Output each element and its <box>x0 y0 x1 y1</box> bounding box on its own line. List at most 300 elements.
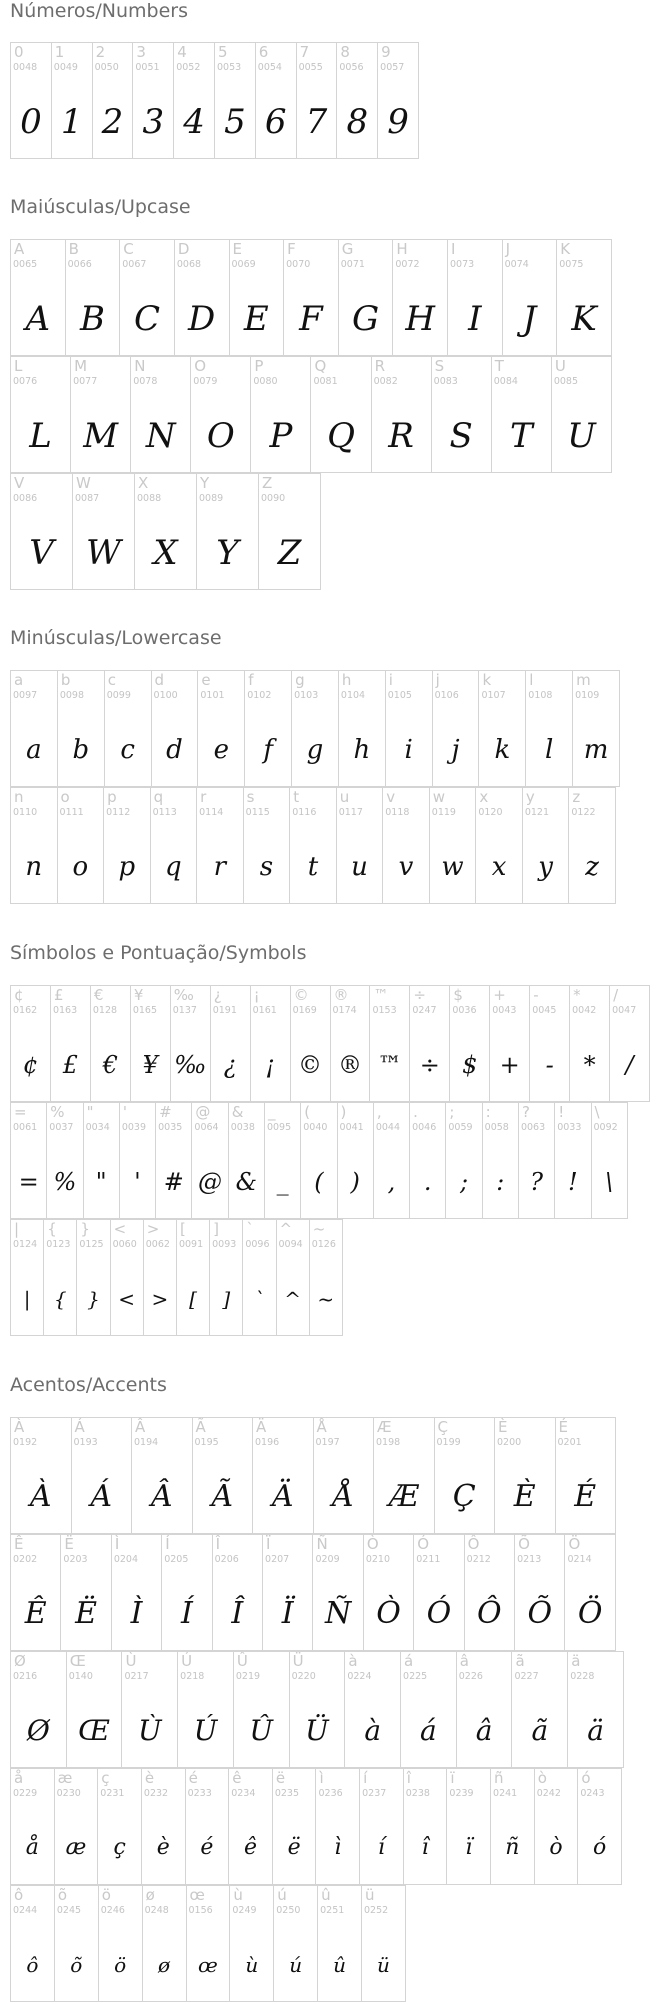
glyph-sample: m <box>583 734 609 765</box>
glyph-cell <box>193 1418 254 1533</box>
character-code: 0153 <box>372 1005 397 1016</box>
character-label: , <box>376 1103 382 1121</box>
character-label: æ <box>57 1769 73 1787</box>
character-label: h <box>341 671 352 689</box>
glyph-cell <box>11 1769 55 1884</box>
character-label: o <box>60 788 70 806</box>
glyph-sample: Õ <box>527 1596 553 1631</box>
glyph-sample: Ø <box>26 1714 50 1747</box>
character-code: 0038 <box>230 1122 255 1133</box>
character-code: 0119 <box>431 807 456 818</box>
character-code: 0085 <box>553 376 579 387</box>
character-code: 0228 <box>570 1671 595 1682</box>
glyph-sample: Ã <box>211 1479 234 1514</box>
glyph-cell <box>457 1652 513 1767</box>
character-label: Ø <box>14 1652 26 1670</box>
glyph-sample: E <box>243 298 269 339</box>
glyph-sample: È <box>513 1479 536 1514</box>
glyph-sample: 3 <box>142 101 165 142</box>
character-code: 0211 <box>416 1554 441 1565</box>
glyph-sample: " <box>95 1167 107 1196</box>
character-label: ¥ <box>133 986 144 1004</box>
glyph-cell <box>557 240 612 355</box>
character-code: 0051 <box>135 62 160 73</box>
character-code: 0204 <box>113 1554 138 1565</box>
glyph-sample: 7 <box>305 101 328 142</box>
glyph-cell <box>393 240 448 355</box>
glyph-cell <box>47 1103 83 1218</box>
glyph-cell <box>192 1103 228 1218</box>
glyph-cell <box>174 43 215 158</box>
character-label: î <box>406 1769 411 1787</box>
glyph-sample: a <box>26 734 42 765</box>
character-code: 0115 <box>245 807 270 818</box>
glyph-cell <box>191 357 251 472</box>
character-label: N <box>134 357 146 375</box>
glyph-cell <box>277 1220 310 1335</box>
glyph-sample: í <box>377 1835 385 1860</box>
character-code: 0039 <box>121 1122 147 1133</box>
glyph-sample: 4 <box>183 101 205 142</box>
character-label: £ <box>53 986 64 1004</box>
glyph-sample: õ <box>70 1952 83 1977</box>
character-label: X <box>138 474 149 492</box>
glyph-sample: á <box>420 1714 437 1747</box>
glyph-row <box>10 985 650 1102</box>
glyph-cell <box>133 43 174 158</box>
character-label: ¢ <box>14 986 24 1004</box>
glyph-cell <box>144 1220 177 1335</box>
glyph-cell <box>465 1535 515 1650</box>
character-label: : <box>485 1103 491 1121</box>
glyph-cell <box>120 240 175 355</box>
glyph-sample: â <box>475 1714 493 1747</box>
character-code: 0238 <box>405 1788 430 1799</box>
character-code: 0242 <box>536 1788 561 1799</box>
glyph-sample: £ <box>62 1050 79 1079</box>
character-label: m <box>576 671 591 689</box>
character-label: ` <box>246 1220 254 1238</box>
character-code: 0162 <box>13 1005 38 1016</box>
character-code: 0035 <box>158 1122 183 1133</box>
glyph-cell <box>592 1103 628 1218</box>
character-label: ë <box>275 1769 286 1787</box>
glyph-cell <box>55 1769 99 1884</box>
character-label: ú <box>277 1886 287 1904</box>
character-code: 0210 <box>365 1554 391 1565</box>
glyph-cell <box>11 1886 55 2001</box>
character-label: ó <box>581 1769 591 1787</box>
glyph-row <box>10 356 612 473</box>
character-label: ù <box>233 1886 243 1904</box>
glyph-cell <box>229 1769 273 1884</box>
glyph-row <box>10 1534 616 1651</box>
glyph-sample: ö <box>114 1952 127 1977</box>
character-code: 0236 <box>318 1788 343 1799</box>
character-label: " <box>86 1103 94 1121</box>
character-label: v <box>386 788 396 806</box>
character-label: k <box>482 671 492 689</box>
character-label: ò <box>537 1769 547 1787</box>
glyph-sample: 0 <box>20 101 42 142</box>
glyph-sample: , <box>387 1167 396 1196</box>
character-code: 0103 <box>294 690 319 701</box>
glyph-cell <box>132 1418 193 1533</box>
section-title: Acentos/Accents <box>10 1374 167 1396</box>
character-label: G <box>341 240 354 258</box>
glyph-sample: 2 <box>101 101 124 142</box>
character-code: 0070 <box>286 259 311 270</box>
character-code: 0229 <box>13 1788 38 1799</box>
character-code: 0098 <box>59 690 85 701</box>
character-label: Õ <box>518 1535 530 1553</box>
character-label: Û <box>236 1652 248 1670</box>
glyph-cell <box>230 240 285 355</box>
glyph-sample: s <box>259 851 274 882</box>
glyph-cell <box>331 986 371 1101</box>
character-code: 0118 <box>385 807 410 818</box>
character-code: 0101 <box>200 690 225 701</box>
character-code: 0216 <box>13 1671 38 1682</box>
glyph-sample: - <box>545 1050 554 1079</box>
character-label: / <box>613 986 619 1004</box>
character-code: 0086 <box>13 493 38 504</box>
character-label: ; <box>449 1103 455 1121</box>
character-label: á <box>404 1652 414 1670</box>
glyph-sample: É <box>574 1479 597 1514</box>
character-label: ñ <box>494 1769 504 1787</box>
glyph-cell <box>11 357 71 472</box>
character-code: 0140 <box>68 1671 93 1682</box>
character-code: 0064 <box>194 1122 219 1133</box>
character-label: ™ <box>373 986 389 1004</box>
character-code: 0161 <box>252 1005 277 1016</box>
glyph-sample: V <box>29 532 54 573</box>
glyph-sample: ) <box>350 1167 360 1196</box>
glyph-sample: Ú <box>193 1714 218 1747</box>
character-label: â <box>459 1652 469 1670</box>
glyph-cell <box>490 986 530 1101</box>
character-code: 0049 <box>53 62 78 73</box>
character-label: È <box>498 1418 508 1436</box>
character-label: 7 <box>299 43 310 61</box>
character-label: Ä <box>256 1418 267 1436</box>
character-code: 0249 <box>232 1905 257 1916</box>
character-label: å <box>14 1769 24 1787</box>
character-label: n <box>14 788 24 806</box>
glyph-cell <box>552 357 612 472</box>
character-code: 0243 <box>580 1788 605 1799</box>
character-code: 0235 <box>274 1788 300 1799</box>
character-label: u <box>339 788 350 806</box>
glyph-cell <box>251 357 311 472</box>
glyph-cell <box>131 986 171 1101</box>
character-code: 0122 <box>571 807 596 818</box>
character-label: 6 <box>258 43 269 61</box>
glyph-sample: œ <box>198 1952 218 1977</box>
glyph-cell <box>93 43 134 158</box>
character-code: 0206 <box>214 1554 239 1565</box>
glyph-sample: v <box>398 851 414 882</box>
glyph-cell <box>337 788 384 903</box>
character-code: 0252 <box>364 1905 389 1916</box>
glyph-row <box>10 1885 406 2002</box>
character-label: P <box>254 357 264 375</box>
character-label: Æ <box>377 1418 392 1436</box>
character-code: 0116 <box>292 807 317 818</box>
glyph-sample: Y <box>216 532 239 573</box>
character-label: O <box>194 357 207 375</box>
character-label: ] <box>213 1220 219 1238</box>
glyph-cell <box>410 1103 446 1218</box>
character-code: 0033 <box>557 1122 582 1133</box>
character-label: Ù <box>125 1652 137 1670</box>
glyph-cell <box>11 1652 67 1767</box>
character-label: ü <box>365 1886 375 1904</box>
character-label: Ê <box>14 1535 24 1553</box>
character-code: 0099 <box>106 690 131 701</box>
character-code: 0043 <box>492 1005 517 1016</box>
glyph-sample: Q <box>327 415 355 456</box>
glyph-cell <box>401 1652 457 1767</box>
glyph-cell <box>476 788 523 903</box>
character-code: 0117 <box>338 807 363 818</box>
glyph-sample: w <box>441 851 464 882</box>
character-code: 0102 <box>247 690 272 701</box>
glyph-sample: y <box>538 851 553 882</box>
glyph-sample: k <box>494 734 511 765</box>
character-label: Í <box>165 1535 170 1553</box>
glyph-sample: u <box>351 851 368 882</box>
glyph-sample: Ò <box>376 1596 401 1631</box>
glyph-sample: û <box>333 1952 346 1977</box>
character-code: 0082 <box>373 376 398 387</box>
glyph-sample: Å <box>332 1479 355 1514</box>
character-label: . <box>413 1103 418 1121</box>
glyph-sample: . <box>423 1167 432 1196</box>
glyph-cell <box>111 1220 144 1335</box>
glyph-cell <box>339 240 394 355</box>
glyph-row <box>10 1219 343 1336</box>
character-label: Ó <box>417 1535 430 1553</box>
character-code: 0109 <box>575 690 600 701</box>
character-label: r <box>200 788 207 806</box>
glyph-cell <box>483 1103 519 1218</box>
glyph-cell <box>66 240 121 355</box>
character-label: % <box>50 1103 65 1121</box>
glyph-sample: e <box>213 734 229 765</box>
glyph-sample: + <box>499 1050 520 1079</box>
glyph-sample: X <box>153 532 178 573</box>
glyph-cell <box>519 1103 555 1218</box>
glyph-cell <box>11 1535 61 1650</box>
character-code: 0194 <box>134 1437 159 1448</box>
glyph-sample: t <box>307 851 319 882</box>
glyph-cell <box>310 1220 343 1335</box>
glyph-sample: ï <box>465 1835 473 1860</box>
glyph-sample: J <box>522 298 537 339</box>
glyph-sample: > <box>151 1286 169 1311</box>
section-title: Números/Numbers <box>10 0 188 22</box>
glyph-row <box>10 239 612 356</box>
character-label: g <box>295 671 305 689</box>
character-code: 0165 <box>132 1005 157 1016</box>
character-code: 0197 <box>315 1437 340 1448</box>
character-label: | <box>14 1220 20 1238</box>
glyph-sample: < <box>118 1286 136 1311</box>
character-label: K <box>560 240 571 258</box>
character-label: í <box>363 1769 368 1787</box>
glyph-cell <box>197 788 244 903</box>
character-code: 0201 <box>557 1437 582 1448</box>
glyph-sample: r <box>213 851 227 882</box>
glyph-cell <box>198 671 245 786</box>
glyph-sample: G <box>351 298 380 339</box>
character-code: 0042 <box>572 1005 597 1016</box>
character-label: Å <box>316 1418 327 1436</box>
character-code: 0224 <box>347 1671 372 1682</box>
character-label: Ã <box>195 1418 206 1436</box>
glyph-sample: O <box>206 415 235 456</box>
character-code: 0110 <box>13 807 38 818</box>
glyph-sample: ä <box>587 1714 604 1747</box>
glyph-sample: B <box>79 298 105 339</box>
glyph-cell <box>291 986 331 1101</box>
glyph-sample: ™ <box>377 1050 402 1079</box>
glyph-sample: i <box>404 734 413 765</box>
glyph-cell <box>374 1103 410 1218</box>
character-code: 0174 <box>332 1005 357 1016</box>
character-label: ø <box>145 1886 155 1904</box>
character-code: 0213 <box>517 1554 542 1565</box>
glyph-sample: @ <box>198 1167 223 1196</box>
character-code: 0218 <box>180 1671 205 1682</box>
character-code: 0081 <box>313 376 338 387</box>
glyph-cell <box>178 1652 234 1767</box>
character-code: 0230 <box>56 1788 81 1799</box>
character-label: 4 <box>177 43 187 61</box>
character-label: _ <box>267 1103 276 1121</box>
character-code: 0241 <box>493 1788 518 1799</box>
glyph-cell <box>211 986 251 1101</box>
character-code: 0108 <box>528 690 553 701</box>
glyph-cell <box>414 1535 464 1650</box>
glyph-cell <box>404 1769 448 1884</box>
glyph-cell <box>446 1103 482 1218</box>
character-label: j <box>435 671 440 689</box>
character-code: 0217 <box>124 1671 149 1682</box>
glyph-sample: _ <box>276 1167 289 1196</box>
glyph-sample: S <box>449 415 473 456</box>
character-label: 9 <box>381 43 391 61</box>
character-code: 0036 <box>452 1005 477 1016</box>
glyph-sample: A <box>25 298 51 339</box>
glyph-row <box>10 1768 622 1885</box>
glyph-row <box>10 670 620 787</box>
glyph-cell <box>177 1220 210 1335</box>
glyph-sample: 8 <box>346 101 369 142</box>
glyph-cell <box>274 1886 318 2001</box>
glyph-sample: : <box>496 1167 505 1196</box>
character-code: 0121 <box>524 807 550 818</box>
glyph-sample: Ä <box>271 1479 294 1514</box>
character-label: ? <box>521 1103 530 1121</box>
glyph-sample: N <box>145 415 176 456</box>
glyph-row <box>10 1417 616 1534</box>
character-code: 0066 <box>67 259 92 270</box>
glyph-sample: ; <box>459 1167 469 1196</box>
glyph-sample: & <box>235 1167 258 1196</box>
glyph-sample: Œ <box>78 1714 110 1747</box>
character-label: + <box>493 986 506 1004</box>
glyph-cell <box>433 671 480 786</box>
glyph-sample: d <box>166 734 183 765</box>
glyph-cell <box>256 43 297 158</box>
character-code: 0232 <box>143 1788 169 1799</box>
character-code: 0091 <box>178 1239 204 1250</box>
glyph-cell <box>91 986 131 1101</box>
character-label: ä <box>571 1652 581 1670</box>
character-label: D <box>177 240 190 258</box>
character-label: * <box>573 986 581 1004</box>
character-label: Œ <box>69 1652 86 1670</box>
character-label: Ñ <box>316 1535 328 1553</box>
character-label: ç <box>101 1769 110 1787</box>
character-code: 0045 <box>532 1005 557 1016</box>
glyph-cell <box>11 1418 72 1533</box>
glyph-sample: } <box>87 1286 100 1311</box>
glyph-cell <box>297 43 338 158</box>
character-code: 0111 <box>59 807 84 818</box>
character-label: ö <box>101 1886 111 1904</box>
character-code: 0156 <box>188 1905 213 1916</box>
glyph-cell <box>122 1652 178 1767</box>
glyph-cell <box>58 671 105 786</box>
character-code: 0088 <box>137 493 162 504</box>
glyph-cell <box>530 986 570 1101</box>
character-code: 0055 <box>298 62 323 73</box>
character-code: 0209 <box>315 1554 340 1565</box>
character-code: 0200 <box>497 1437 522 1448</box>
glyph-cell <box>362 1886 406 2001</box>
glyph-cell <box>259 474 321 589</box>
character-label: H <box>396 240 408 258</box>
glyph-sample: b <box>72 734 90 765</box>
glyph-cell <box>370 986 410 1101</box>
glyph-sample: Í <box>180 1596 193 1631</box>
glyph-sample: x <box>491 851 507 882</box>
character-label: E <box>232 240 242 258</box>
character-code: 0251 <box>320 1905 345 1916</box>
glyph-cell <box>131 357 191 472</box>
glyph-cell <box>526 671 573 786</box>
character-code: 0075 <box>559 259 584 270</box>
glyph-cell <box>11 986 51 1101</box>
glyph-sample: Æ <box>388 1479 419 1514</box>
character-label: 2 <box>95 43 106 61</box>
character-label: t <box>293 788 300 806</box>
glyph-cell <box>210 1220 243 1335</box>
glyph-sample: \ <box>605 1167 614 1196</box>
glyph-sample: é <box>200 1835 214 1860</box>
glyph-cell <box>11 788 58 903</box>
glyph-sample: = <box>18 1167 39 1196</box>
character-code: 0192 <box>13 1437 38 1448</box>
character-label: = <box>14 1103 27 1121</box>
glyph-sample: % <box>53 1167 77 1196</box>
character-label: e <box>201 671 211 689</box>
character-code: 0169 <box>292 1005 317 1016</box>
